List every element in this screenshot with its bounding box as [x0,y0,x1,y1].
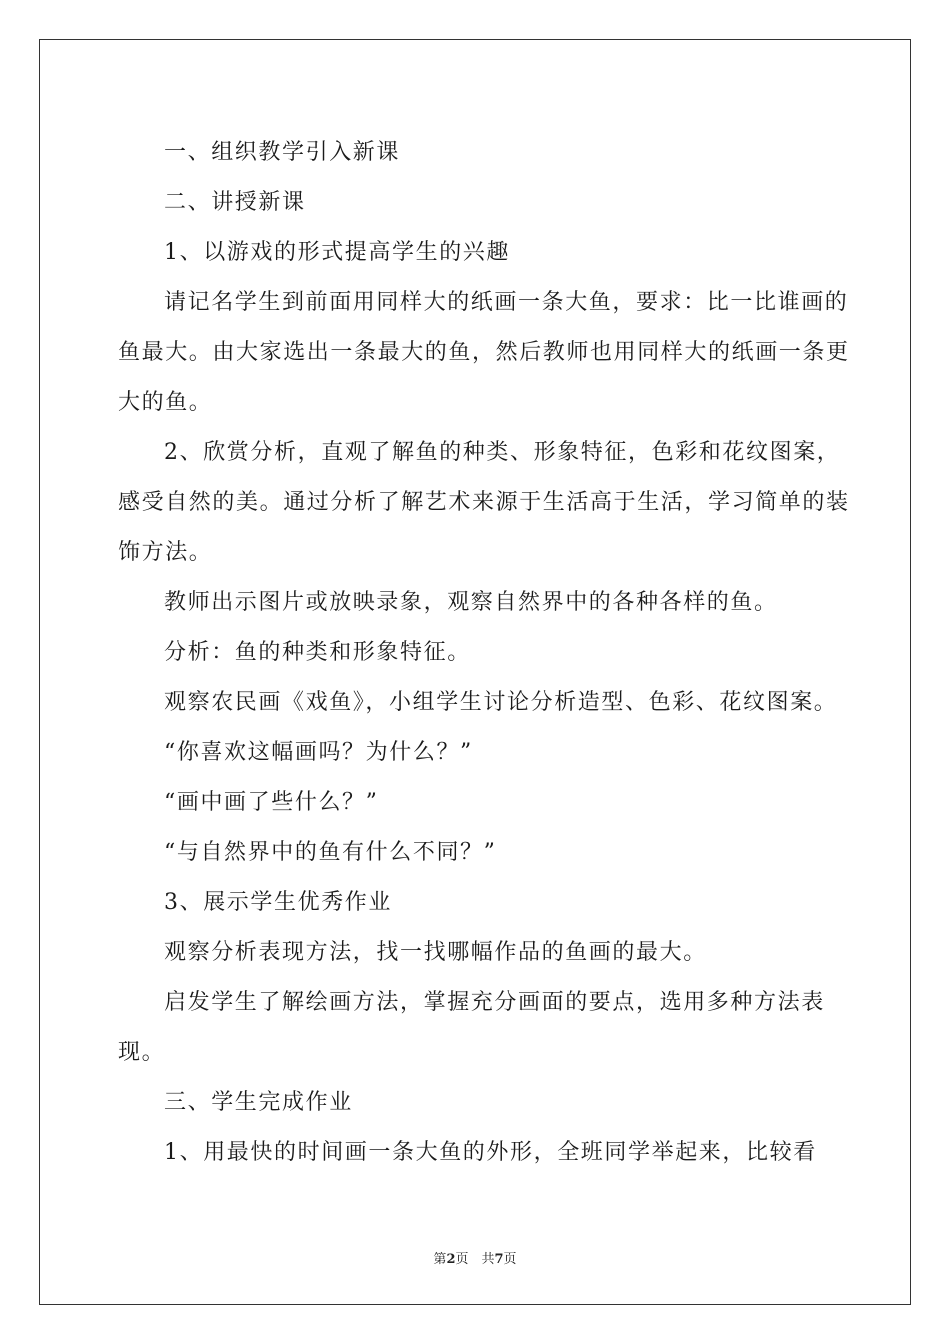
question-what: “画中画了些什么？” [164,790,379,815]
subheading-showcase: 3、展示学生优秀作业 [164,890,392,915]
document-body [118,128,858,1178]
paragraph-observe: 观察分析表现方法，找一找哪幅作品的鱼画的最大。 [164,940,707,965]
paragraph-analysis: 分析：鱼的种类和形象特征。 [164,640,471,665]
question-difference: “与自然界中的鱼有什么不同？” [164,840,497,865]
question-like: “你喜欢这幅画吗？为什么？” [164,740,473,765]
page-footer [0,1248,950,1267]
paragraph-folk-painting: 观察农民画《戏鱼》，小组学生讨论分析造型、色彩、花纹图案。 [164,690,838,715]
heading-new-lesson: 二、讲授新课 [164,190,306,215]
footer-page-total: 7 [494,1252,504,1267]
paragraph-show-pictures: 教师出示图片或放映录象，观察自然界中的各种各样的鱼。 [164,590,778,615]
paragraph-inspire: 启发学生了解绘画方法，掌握充分画面的要点，选用多种方法表现。 [118,990,825,1065]
paragraph-draw-fish: 请记名学生到前面用同样大的纸画一条大鱼，要求：比一比谁画的鱼最大。由大家选出一条最大的鱼，然后教师也用同样大的纸画一条更大的鱼。 [118,290,850,415]
subheading-appreciation: 2、欣赏分析，直观了解鱼的种类、形象特征，色彩和花纹图案，感受自然的美。通过分析了解艺术来源于生活高于生活，学习简单的装饰方法。 [118,440,850,565]
subheading-game: 1、以游戏的形式提高学生的兴趣 [164,240,510,265]
footer-page-current: 2 [446,1252,456,1267]
paragraph-homework-1: 1、用最快的时间画一条大鱼的外形，全班同学举起来，比较看 [164,1140,817,1165]
heading-homework: 三、学生完成作业 [164,1090,353,1115]
footer-mid: 页 共 [455,1252,495,1267]
heading-intro: 一、组织教学引入新课 [164,140,401,165]
footer-prefix: 第 [433,1252,447,1267]
footer-suffix: 页 [503,1252,517,1267]
